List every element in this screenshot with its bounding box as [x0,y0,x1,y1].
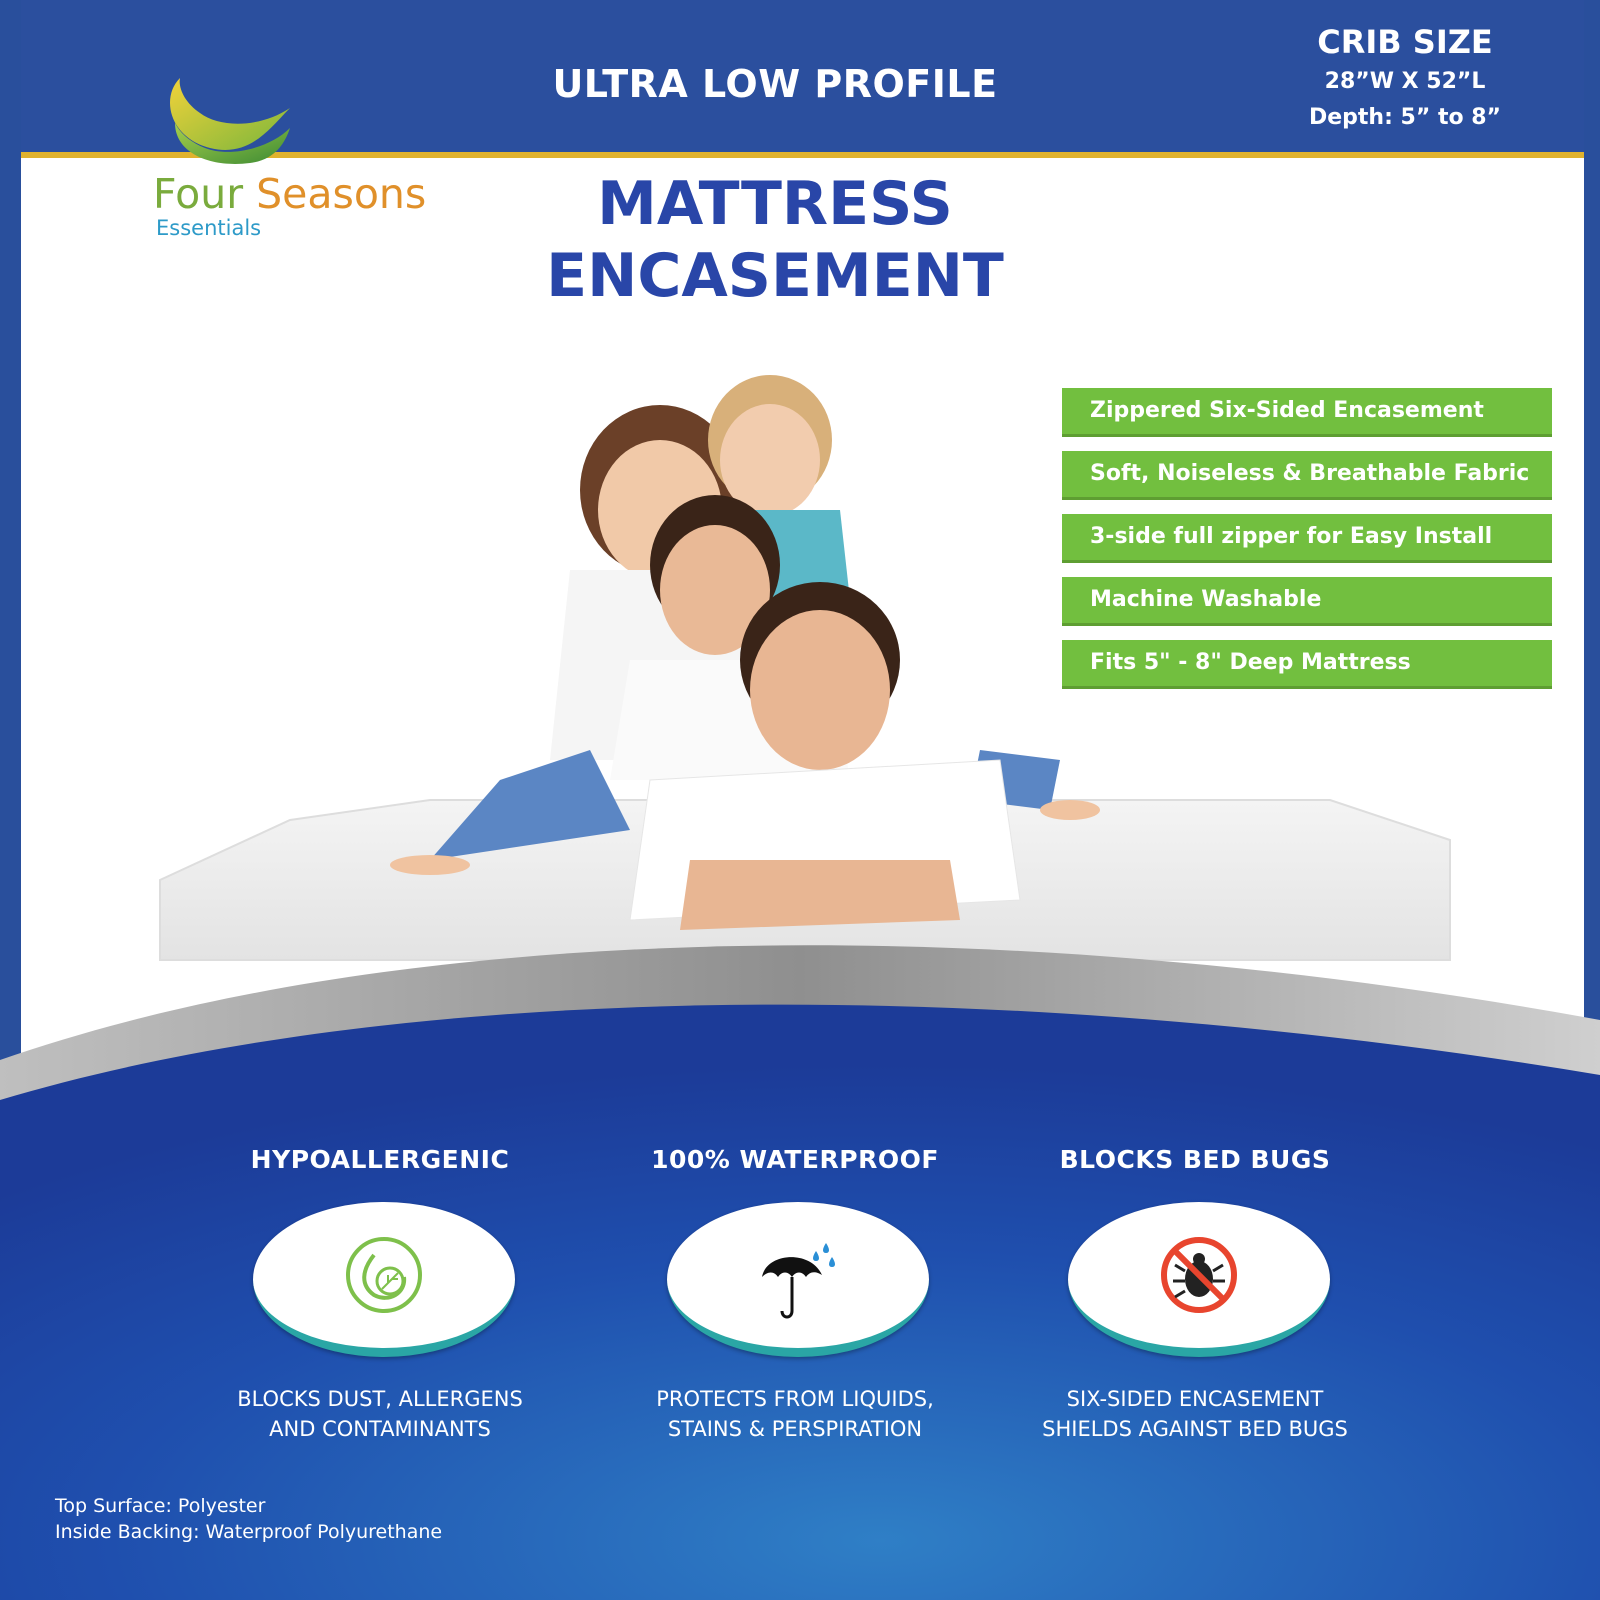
benefit-title: HYPOALLERGENIC [250,1145,510,1174]
material-top: Top Surface: Polyester [55,1495,266,1517]
material-backing: Inside Backing: Waterproof Polyurethane [55,1521,443,1543]
benefit-title: BLOCKS BED BUGS [1059,1145,1331,1174]
benefit-title: 100% WATERPROOF [651,1145,939,1174]
feature-list [1062,388,1552,703]
benefit-description [1015,1384,1375,1444]
benefit-waterproof [615,1140,975,1180]
benefit-bedbugs [1015,1140,1375,1180]
benefit-hypoallergenic [200,1140,560,1180]
benefit-desc-line: SHIELDS AGAINST BED BUGS [1042,1417,1348,1441]
product-title [540,168,1010,312]
title-line-2: ENCASEMENT [546,241,1004,311]
feature-item: Fits 5" - 8" Deep Mattress [1062,640,1552,686]
benefit-desc-line: BLOCKS DUST, ALLERGENS [237,1387,523,1411]
brand-sub: Essentials [156,216,262,240]
size-depth: Depth: 5” to 8” [1308,105,1502,130]
brand-name-second: Seasons [243,170,427,218]
feature-item: Machine Washable [1062,577,1552,623]
benefit-description [200,1384,560,1444]
size-dimensions: 28”W X 52”L [1324,69,1486,94]
size-title: CRIB SIZE [1317,23,1493,61]
size-info [1250,20,1560,136]
title-line-1: MATTRESS [597,169,953,239]
benefit-oval [253,1202,515,1357]
benefit-oval [667,1202,929,1357]
umbrella-rain-icon [758,1235,838,1325]
benefit-desc-line: AND CONTAMINANTS [269,1417,491,1441]
benefit-description [615,1384,975,1444]
benefit-desc-line: PROTECTS FROM LIQUIDS, [656,1387,934,1411]
feature-item: 3-side full zipper for Easy Install [1062,514,1552,560]
tagline: ULTRA LOW PROFILE [552,62,998,106]
no-bedbug-icon [1159,1235,1239,1315]
benefit-desc-line: SIX-SIDED ENCASEMENT [1066,1387,1324,1411]
brand-name [153,170,426,218]
leaf-drop-icon [344,1235,424,1315]
brand-name-first: Four [153,170,244,218]
benefit-oval [1068,1202,1330,1357]
material-info [55,1493,442,1545]
benefit-desc-line: STAINS & PERSPIRATION [667,1417,923,1441]
feature-item: Soft, Noiseless & Breathable Fabric [1062,451,1552,497]
feature-item: Zippered Six-Sided Encasement [1062,388,1552,434]
